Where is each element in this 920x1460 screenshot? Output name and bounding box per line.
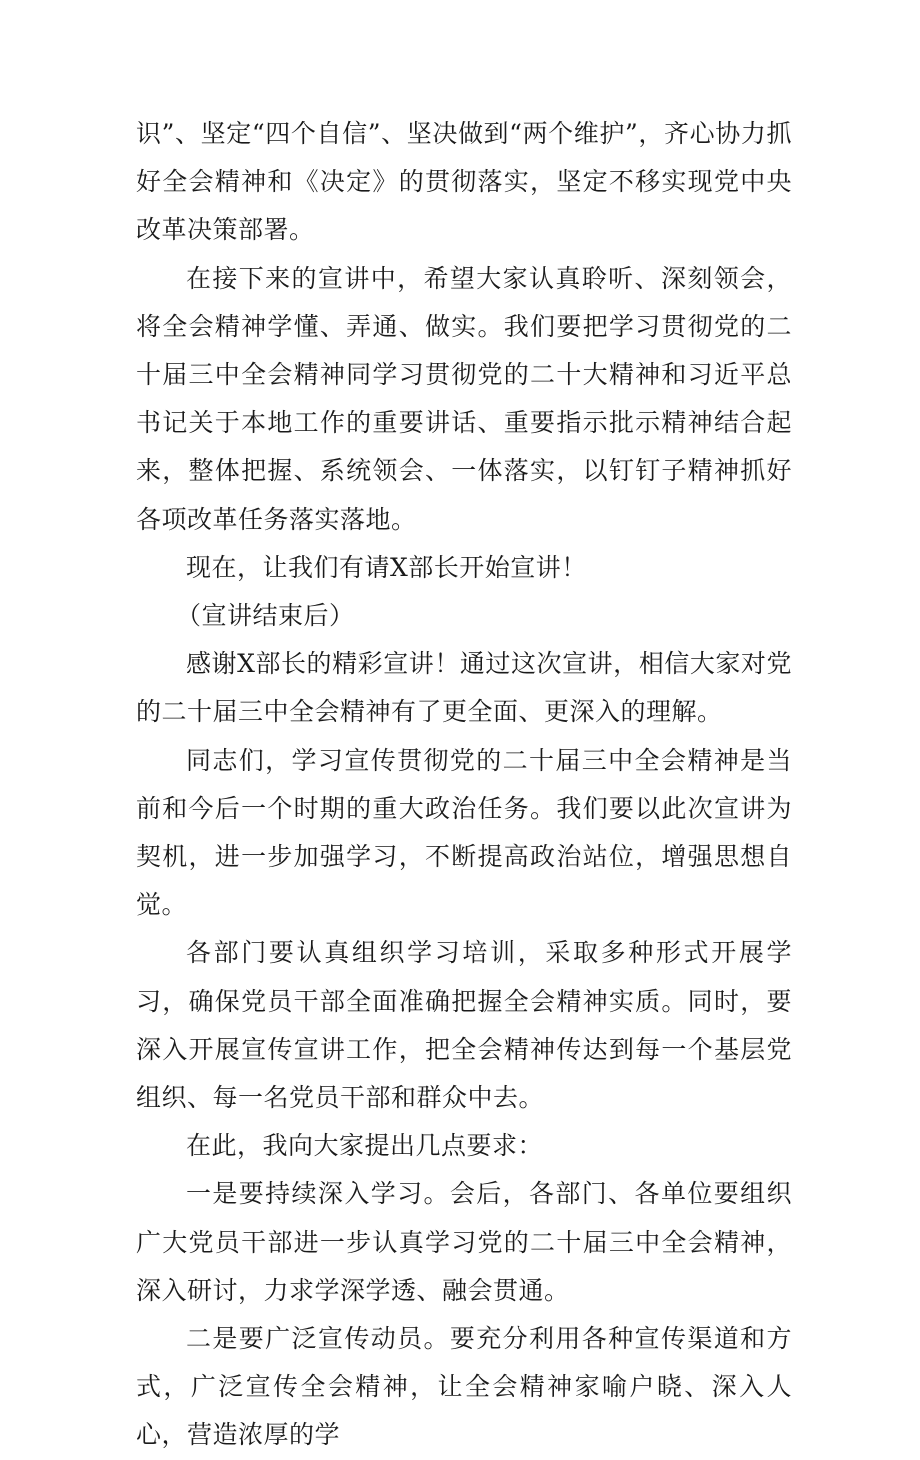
paragraph: 现在，让我们有请X部长开始宣讲！ bbox=[186, 552, 587, 582]
paragraph: 二是要广泛宣传动员。要充分利用各种宣传渠道和方式，广泛宣传全会精神，让全会精神家喻户晓、深入人心，营造浓厚的学 bbox=[136, 1324, 792, 1450]
document-body bbox=[136, 110, 792, 1460]
paragraph: 同志们，学习宣传贯彻党的二十届三中全会精神是当前和今后一个时期的重大政治任务。我们要以此次宣讲为契机，进一步加强学习，不断提高政治站位，增强思想自觉。 bbox=[136, 745, 792, 920]
paragraph: 一是要持续深入学习。会后，各部门、各单位要组织广大党员干部进一步认真学习党的二十届三中全会精神，深入研讨，力求学深学透、融会贯通。 bbox=[136, 1179, 792, 1305]
stage-direction: （宣讲结束后） bbox=[176, 601, 355, 631]
paragraph: 在此，我向大家提出几点要求： bbox=[186, 1131, 544, 1161]
paragraph-continued: 识”、坚定“四个自信”、坚决做到“两个维护”，齐心协力抓好全会精神和《决定》的贯彻落实，坚定不移实现党中央改革决策部署。 bbox=[136, 119, 792, 245]
paragraph: 在接下来的宣讲中，希望大家认真聆听、深刻领会，将全会精神学懂、弄通、做实。我们要把学习贯彻党的二十届三中全会精神同学习贯彻党的二十大精神和习近平总书记关于本地工作的重要讲话、重要指示批示精神结合起来，整体把握、系统领会、一体落实，以钉钉子精神抓好各项改革任务落实落地。 bbox=[136, 263, 792, 534]
paragraph: 感谢X部长的精彩宣讲！通过这次宣讲，相信大家对党的二十届三中全会精神有了更全面、更深入的理解。 bbox=[136, 649, 792, 727]
paragraph: 各部门要认真组织学习培训，采取多种形式开展学习，确保党员干部全面准确把握全会精神实质。同时，要深入开展宣传宣讲工作，把全会精神传达到每一个基层党组织、每一名党员干部和群众中去。 bbox=[136, 938, 792, 1113]
